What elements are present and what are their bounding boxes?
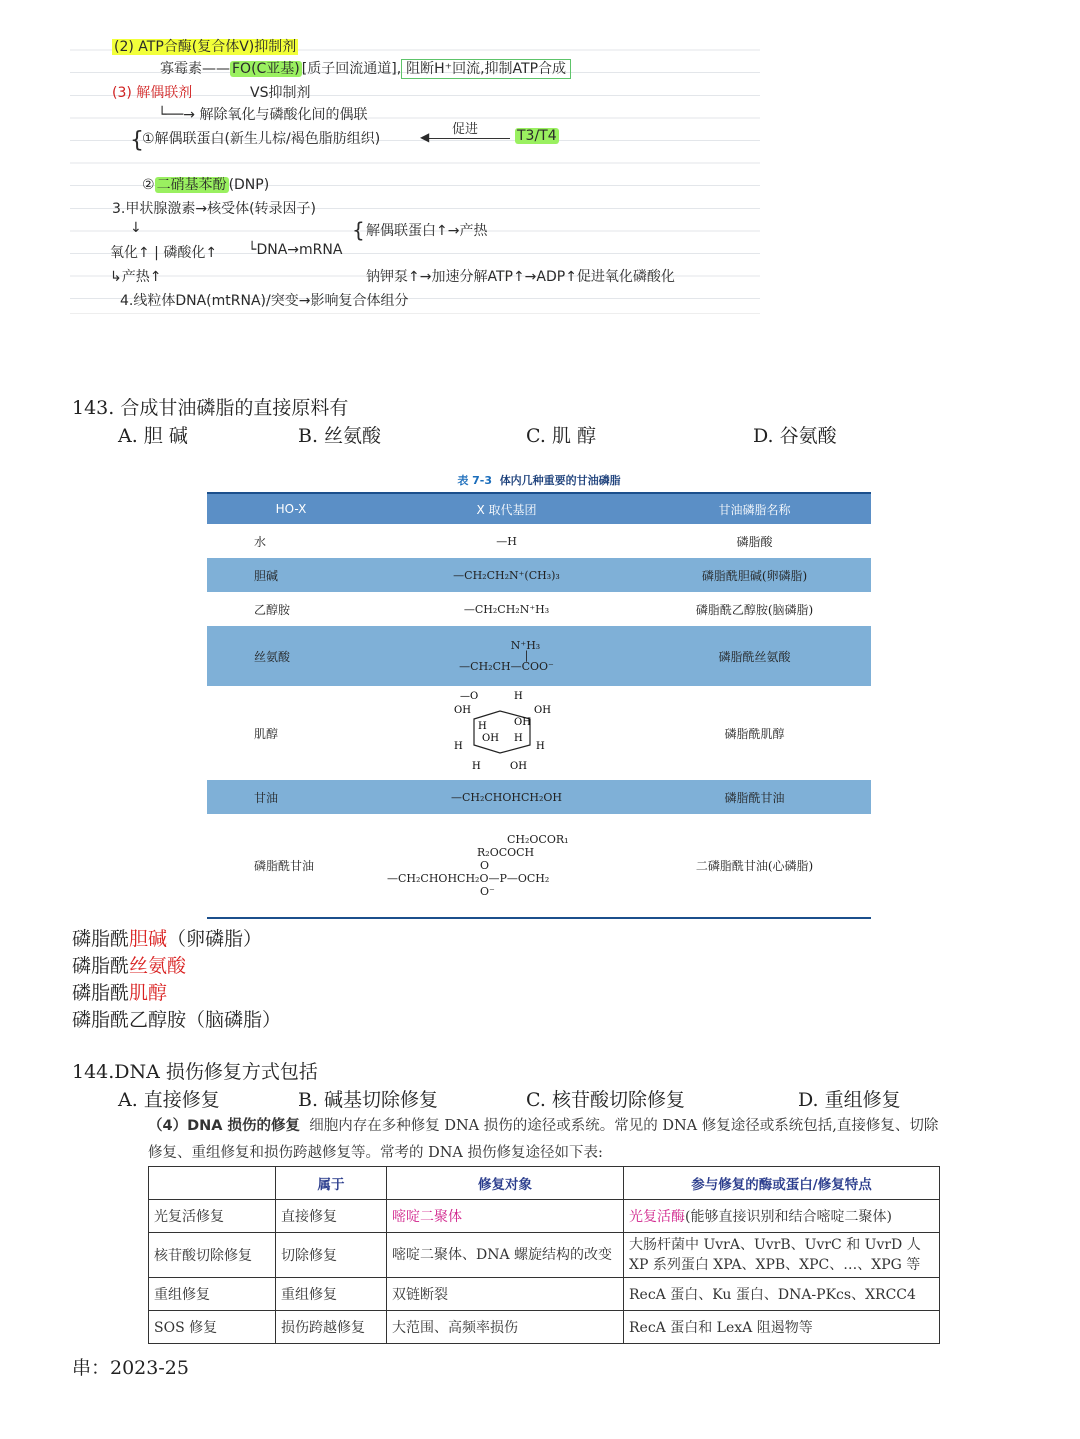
note-l11: 4.线粒体DNA(mtRNA)/突变→影响复合体组分	[120, 293, 409, 309]
cardiolipin-structure	[375, 814, 638, 918]
row-name: 肌醇	[254, 726, 279, 741]
note-l7: 3.甲状腺激素→核受体(转录因子)	[112, 201, 317, 217]
note-line-4: └──→ 解除氧化与磷酸化间的偶联	[158, 107, 368, 123]
q144-option-d: D. 重组修复	[798, 1089, 901, 1111]
header-hox: HO-X	[207, 493, 375, 524]
note-l2d: 阻断H⁺回流,抑制ATP合成	[401, 59, 571, 79]
note-l6a: ②	[142, 177, 155, 193]
svg-text:OH: OH	[453, 704, 471, 716]
q144-option-a: A. 直接修复	[118, 1089, 220, 1111]
q143-option-a: A. 胆 碱	[118, 425, 188, 447]
dna-header-0	[149, 1167, 276, 1200]
note-l3b: VS抑制剂	[250, 85, 311, 101]
dna-table-header	[149, 1167, 940, 1200]
row-group-cell	[375, 626, 638, 686]
dna-c3: 嘧啶二聚体	[387, 1200, 624, 1233]
dna-c2: 损伤跨越修复	[276, 1311, 387, 1344]
svg-text:H: H	[535, 740, 545, 752]
dna-c1: 光复活修复	[149, 1200, 276, 1233]
dna-header-1: 属于	[276, 1167, 387, 1200]
row-name: 丝氨酸	[207, 626, 375, 686]
note-red: 胆碱	[129, 928, 168, 950]
svg-text:H: H	[471, 760, 481, 772]
svg-text:H: H	[513, 690, 523, 702]
card-l2: R₂OCOCH	[477, 846, 535, 859]
note-line-1	[112, 36, 298, 56]
header-lipid-name: 甘油磷脂名称	[638, 493, 871, 524]
svg-text:H: H	[513, 732, 523, 744]
dna-c1: 核苷酸切除修复	[149, 1233, 276, 1278]
note143-line-4	[72, 1005, 281, 1032]
note-l5b: 促进	[452, 122, 479, 137]
dna-c2: 直接修复	[276, 1200, 387, 1233]
note-line-6	[142, 174, 269, 194]
table-row	[207, 686, 871, 780]
inositol-ring-icon	[452, 689, 562, 775]
dna-c4: RecA 蛋白、Ku 蛋白、DNA-PKcs、XRCC4	[624, 1278, 940, 1311]
dna-c4b: (能够直接识别和结合嘧啶二聚体)	[685, 1209, 892, 1225]
svg-text:OH: OH	[513, 716, 531, 728]
q143-option-c: C. 肌 醇	[526, 425, 596, 447]
note143-line-3	[72, 978, 167, 1005]
q143-title: 143. 合成甘油磷脂的直接原料有	[72, 397, 349, 419]
note-l5c-wrap	[515, 128, 559, 144]
note-l9a: 氧化↑ | 磷酸化↑	[110, 245, 218, 261]
row-group: —H	[496, 534, 517, 548]
note-post: （卵磷脂）	[167, 928, 263, 950]
table-row	[149, 1278, 940, 1311]
serine-nh3: N⁺H₃	[510, 639, 541, 652]
note-l5a: ①解偶联蛋白(新生儿棕/褐色脂肪组织)	[142, 131, 381, 147]
note-l4: 解除氧化与磷酸化间的偶联	[199, 107, 368, 123]
q143-option-d: D. 谷氨酸	[753, 425, 837, 447]
dna-c4a: 光复活酶	[629, 1209, 685, 1225]
table-title	[207, 470, 871, 492]
svg-text:—O: —O	[459, 690, 478, 702]
note-l9b: DNA→mRNA	[256, 242, 343, 258]
row-group: —CH₂CH₂N⁺H₃	[463, 602, 550, 616]
table-title-text: 体内几种重要的甘油磷脂	[499, 474, 621, 487]
note-line-2	[160, 58, 571, 78]
table-row	[207, 558, 871, 592]
arrow-left-icon	[425, 138, 510, 139]
card-l3: O	[480, 859, 490, 872]
note-line-9b: └DNA→mRNA	[248, 242, 343, 258]
row-lipid: 磷脂酸	[736, 534, 773, 549]
row-group: —CH₂CH₂N⁺(CH₃)₃	[375, 558, 638, 592]
row-lipid: 磷脂酰肌醇	[724, 726, 785, 741]
q144-option-b: B. 碱基切除修复	[298, 1089, 439, 1111]
table-row	[149, 1311, 940, 1344]
note-l6b: 二硝基苯酚	[156, 177, 227, 193]
dna-intro-bold: （4）DNA 损伤的修复	[148, 1118, 301, 1134]
header-x-group: X 取代基团	[375, 493, 638, 524]
note-l10b: 钠钾泵↑→加速分解ATP↑→ADP↑促进氧化磷酸化	[366, 269, 675, 285]
svg-text:H: H	[477, 720, 487, 732]
brace-icon: {	[130, 128, 144, 153]
note-l5c: T3/T4	[517, 128, 557, 144]
dna-c4: 大肠杆菌中 UvrA、UvrB、UvrC 和 UvrD 人 XP 系列蛋白 XPA、XPB、XPC、…、XPG 等	[624, 1233, 940, 1278]
dna-intro	[148, 1113, 948, 1167]
row-name: 甘油	[207, 780, 375, 814]
dna-c4	[624, 1200, 940, 1233]
note-red: 丝氨酸	[129, 955, 187, 977]
dna-repair-table	[148, 1166, 940, 1344]
row-name: 胆碱	[207, 558, 375, 592]
dna-c3: 双链断裂	[387, 1278, 624, 1311]
table-row	[207, 626, 871, 686]
note143-line-1	[72, 924, 262, 951]
brace-icon-2: {	[352, 218, 365, 242]
note-l2a: 寡霉素——	[160, 61, 230, 77]
table-header-row	[207, 493, 871, 524]
glycerophospholipid-table	[207, 492, 871, 919]
serine-chain: —CH₂CH—COO⁻	[459, 660, 554, 673]
row-name: 水	[254, 534, 267, 549]
note-l8a: ↓	[130, 220, 142, 236]
svg-text:OH: OH	[509, 760, 527, 772]
svg-text:OH: OH	[533, 704, 551, 716]
note-l2c: [质子回流通道],	[301, 61, 402, 77]
q144-option-c: C. 核苷酸切除修复	[526, 1089, 685, 1111]
note-l6c: (DNP)	[228, 177, 270, 193]
row-lipid: 磷脂酰甘油	[638, 780, 871, 814]
table-7-3	[207, 470, 871, 919]
dna-c2: 重组修复	[276, 1278, 387, 1311]
table-row	[207, 814, 871, 918]
dna-header-3: 参与修复的酶或蛋白/修复特点	[624, 1167, 940, 1200]
bond-vertical-icon: |	[524, 649, 529, 662]
note-l1: (2) ATP合酶(复合体V)抑制剂	[114, 39, 297, 55]
card-l5: O⁻	[480, 885, 495, 898]
table-row	[207, 524, 871, 558]
note-pre: 磷脂酰	[72, 982, 130, 1004]
dna-c4: RecA 蛋白和 LexA 阻遏物等	[624, 1311, 940, 1344]
row-lipid: 磷脂酰胆碱(卵磷脂)	[638, 558, 871, 592]
svg-text:OH: OH	[481, 732, 499, 744]
q144-title: 144.DNA 损伤修复方式包括	[72, 1061, 318, 1083]
card-l4: —CH₂CHOHCH₂O—P—OCH₂	[387, 872, 550, 885]
dna-c3: 嘧啶二聚体、DNA 螺旋结构的改变	[387, 1233, 624, 1278]
note-l10a: ↳产热↑	[110, 269, 162, 285]
note-pre: 磷脂酰乙醇胺（脑磷脂）	[72, 1009, 282, 1031]
row-name: 磷脂酰甘油	[207, 814, 375, 918]
dna-c3: 大范围、高频率损伤	[387, 1311, 624, 1344]
svg-text:H: H	[453, 740, 463, 752]
dna-header-2: 修复对象	[387, 1167, 624, 1200]
row-name: 乙醇胺	[254, 602, 291, 617]
note-l8b: 解偶联蛋白↑→产热	[366, 223, 488, 239]
note143-line-2	[72, 951, 186, 978]
row-lipid: 二磷脂酰甘油(心磷脂)	[638, 814, 871, 918]
table-title-num: 表 7-3	[457, 474, 493, 487]
row-lipid: 磷脂酰乙醇胺(脑磷脂)	[695, 602, 814, 617]
dna-c1: SOS 修复	[149, 1311, 276, 1344]
arrow-head-icon: ◀	[420, 130, 430, 144]
note-red: 肌醇	[129, 982, 168, 1004]
inositol-structure	[375, 686, 638, 780]
note-l2b: FO(C亚基)	[232, 61, 300, 77]
row-group: —CH₂CHOHCH₂OH	[375, 780, 638, 814]
handwritten-notes	[70, 28, 760, 314]
footer-serial: 串：2023-25	[72, 1357, 189, 1379]
table-row	[207, 592, 871, 626]
card-l1: CH₂OCOR₁	[507, 833, 569, 846]
q143-option-b: B. 丝氨酸	[298, 425, 382, 447]
table-row	[149, 1200, 940, 1233]
note-pre: 磷脂酰	[72, 955, 130, 977]
row-lipid: 磷脂酰丝氨酸	[638, 626, 871, 686]
dna-c1: 重组修复	[149, 1278, 276, 1311]
note-pre: 磷脂酰	[72, 928, 130, 950]
note-l3a: (3) 解偶联剂	[112, 85, 193, 101]
table-row	[149, 1233, 940, 1278]
dna-intro-text: 细胞内存在多种修复 DNA 损伤的途径或系统。常见的 DNA 修复途径或系统包括,直接修复、切除修复、重组修复和损伤跨越修复等。常考的 DNA 损伤修复途径如下表:	[148, 1118, 939, 1161]
dna-c2: 切除修复	[276, 1233, 387, 1278]
table-row	[207, 780, 871, 814]
